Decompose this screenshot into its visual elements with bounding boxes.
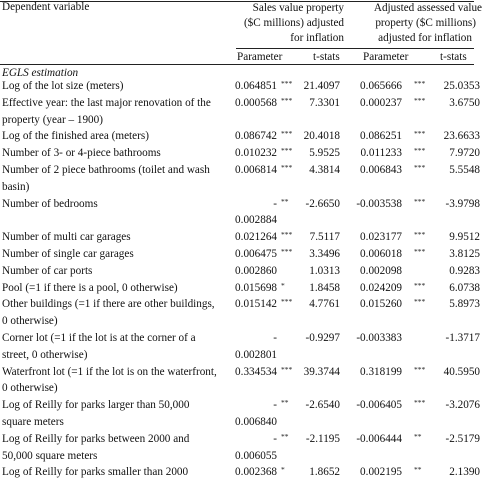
parameter-value-assessed: 0.015260: [360, 298, 402, 311]
parameter-value-assessed: 0.006018: [360, 248, 402, 260]
significance-stars: *: [281, 280, 285, 290]
row-label: Number of 2 piece bathrooms (toilet and wash: [2, 164, 210, 176]
row-label: Log of Reilly for parks smaller than 2000: [2, 466, 189, 479]
parameter-value-sales: 0.002860: [235, 264, 277, 277]
tstat-value-sales: 20.4018: [303, 130, 340, 143]
significance-stars: ***: [414, 247, 426, 256]
parameter-value-sales-cont: 0.002884: [235, 214, 277, 227]
tstat-value-assessed: 40.5950: [443, 365, 480, 378]
parameter-value-assessed: 0.023177: [360, 231, 402, 244]
tstat-value-assessed: -1.3717: [445, 332, 480, 344]
parameter-value-sales: -: [273, 197, 277, 210]
row-label: Log of the lot size (meters): [2, 80, 124, 92]
tstats-header-assessed: t-stats: [440, 51, 467, 63]
significance-stars: ***: [281, 129, 293, 139]
parameter-value-sales: 0.015142: [235, 298, 277, 311]
tstat-value-sales: 3.3496: [309, 248, 340, 260]
tstat-value-assessed: 6.0738: [449, 281, 480, 294]
row-label: Log of Reilly for parks larger than 50,000: [2, 399, 190, 412]
row-label: Effective year: the last major renovation of the: [2, 96, 211, 109]
sales-title-line2: ($C millions) adjusted: [243, 17, 344, 29]
tstat-value-assessed: 25.0353: [443, 80, 480, 92]
significance-stars: ***: [414, 79, 426, 88]
significance-stars: ***: [414, 129, 426, 139]
tstat-value-sales: 39.3744: [303, 365, 340, 378]
tstat-value-sales: 7.5117: [309, 231, 340, 244]
significance-stars: ***: [414, 196, 426, 206]
parameter-value-assessed: 0.011233: [360, 147, 402, 160]
dependent-variable-header: Dependent variable: [2, 1, 90, 13]
tstat-value-assessed: 7.9720: [449, 147, 480, 160]
tstat-value-assessed: 0.9283: [449, 264, 480, 277]
row-label: Waterfront lot (=1 if the lot is on the waterfront,: [2, 365, 217, 378]
tstat-value-assessed: 23.6633: [443, 130, 480, 143]
parameter-value-sales: 0.021264: [235, 231, 277, 244]
significance-stars: ***: [414, 364, 426, 374]
row-label: basin): [2, 180, 30, 193]
significance-stars: **: [281, 196, 289, 206]
tstat-value-sales: 5.9525: [309, 147, 340, 160]
significance-stars: ***: [281, 146, 293, 156]
parameter-value-assessed: 0.002195: [360, 466, 402, 479]
significance-stars: ***: [281, 79, 293, 88]
tstat-value-sales: 7.3301: [309, 96, 340, 109]
sales-title-line3: for inflation: [290, 32, 344, 44]
tstat-value-sales: -2.6540: [305, 399, 340, 412]
significance-stars: ***: [281, 247, 293, 256]
row-label: 0 otherwise): [2, 382, 58, 395]
row-label: Number of single car garages: [2, 248, 134, 260]
parameter-value-sales-cont: 0.006840: [235, 416, 277, 428]
significance-stars: ***: [414, 163, 426, 172]
parameter-value-sales: 0.010232: [235, 147, 277, 160]
row-label: Log of the finished area (meters): [2, 130, 149, 143]
tstat-value-sales: 1.8652: [309, 466, 340, 479]
row-label: 0 otherwise): [2, 315, 58, 328]
row-label: Number of 3- or 4-piece bathrooms: [2, 147, 161, 160]
parameter-value-assessed: 0.318199: [360, 365, 402, 378]
significance-stars: ***: [281, 163, 293, 172]
significance-stars: ***: [281, 95, 293, 105]
tstat-value-sales: 4.7761: [309, 298, 340, 311]
tstat-value-sales: 21.4097: [303, 80, 340, 92]
row-label: Number of bedrooms: [2, 197, 98, 210]
tstat-value-sales: -0.9297: [305, 332, 340, 344]
parameter-value-sales: 0.002368: [235, 466, 277, 479]
tstat-value-sales: 4.3814: [309, 164, 340, 176]
parameter-value-assessed: 0.086251: [360, 130, 402, 143]
parameter-value-assessed: -0.006444: [356, 432, 402, 445]
row-label: Number of car ports: [2, 264, 93, 277]
tstat-value-assessed: -3.2076: [445, 399, 480, 412]
row-label: square meters: [2, 416, 64, 428]
significance-stars: ***: [414, 280, 426, 290]
parameter-value-sales: -: [273, 332, 277, 344]
significance-stars: ***: [414, 146, 426, 156]
assessed-title-line2: property ($C millions): [375, 17, 476, 29]
parameter-header-assessed: Parameter: [363, 51, 409, 63]
tstat-value-assessed: 2.1390: [449, 466, 480, 479]
parameter-value-sales: 0.006475: [235, 248, 277, 260]
parameter-value-sales: 0.334534: [235, 365, 277, 378]
significance-stars: **: [281, 398, 289, 408]
tstat-value-assessed: -2.5179: [445, 432, 480, 445]
significance-stars: ***: [281, 230, 293, 240]
tstat-value-sales: 1.0313: [309, 264, 340, 277]
parameter-value-assessed: -0.003383: [356, 332, 402, 344]
parameter-value-sales: -: [273, 432, 277, 445]
row-label: Log of Reilly for parks between 2000 and: [2, 432, 190, 445]
tstat-value-sales: 1.8458: [309, 281, 340, 294]
tstat-value-sales: -2.6650: [305, 197, 340, 210]
tstat-value-assessed: 3.6750: [449, 96, 480, 109]
header-bottom-rule: [0, 64, 474, 65]
parameter-value-sales: -: [273, 399, 277, 412]
assessed-title-line1: Adjusted assessed value: [373, 2, 482, 14]
significance-stars: ***: [414, 297, 426, 307]
parameter-value-sales-cont: 0.006055: [235, 449, 277, 462]
tstat-value-assessed: 9.9512: [449, 231, 480, 244]
section-title: EGLS estimation: [2, 67, 79, 79]
parameter-value-sales: 0.015698: [235, 281, 277, 294]
sales-title-line1: Sales value property: [252, 2, 344, 14]
parameter-value-sales: 0.086742: [235, 130, 277, 143]
parameter-value-assessed: 0.006843: [360, 164, 402, 176]
parameter-value-assessed: 0.065666: [360, 80, 402, 92]
significance-stars: *: [281, 465, 285, 475]
row-label: Corner lot (=1 if the lot is at the corner of a: [2, 332, 196, 344]
parameter-value-sales: 0.006814: [235, 164, 277, 176]
assessed-title-line3: adjusted for inflation: [378, 32, 472, 44]
parameter-value-assessed: -0.006405: [356, 399, 402, 412]
row-label: Number of multi car garages: [2, 231, 131, 244]
tstats-header-sales: t-stats: [313, 51, 340, 63]
tstat-value-assessed: 5.8973: [449, 298, 480, 311]
header-mid-rule: [236, 48, 474, 49]
row-label: Pool (=1 if there is a pool, 0 otherwise): [2, 281, 178, 294]
parameter-value-sales: 0.064851: [235, 80, 277, 92]
parameter-value-assessed: -0.003538: [356, 197, 402, 210]
row-label: property (year – 1900): [2, 113, 103, 126]
row-label: 50,000 square meters: [2, 449, 98, 462]
significance-stars: ***: [414, 95, 426, 105]
parameter-header-sales: Parameter: [237, 51, 283, 63]
significance-stars: ***: [414, 398, 426, 408]
parameter-value-sales-cont: 0.002801: [235, 348, 277, 361]
tstat-value-assessed: -3.9798: [445, 197, 480, 210]
significance-stars: ***: [281, 364, 293, 374]
parameter-value-assessed: 0.002098: [360, 264, 402, 277]
significance-stars: **: [414, 465, 422, 475]
tstat-value-sales: -2.1195: [305, 432, 340, 445]
row-label: Other buildings (=1 if there are other buildings,: [2, 298, 215, 311]
row-label: street, 0 otherwise): [2, 348, 88, 361]
significance-stars: ***: [414, 230, 426, 240]
significance-stars: **: [281, 431, 289, 441]
tstat-value-assessed: 3.8125: [449, 248, 480, 260]
parameter-value-assessed: 0.024209: [360, 281, 402, 294]
parameter-value-sales: 0.000568: [235, 96, 277, 109]
significance-stars: ***: [281, 297, 293, 307]
parameter-value-assessed: 0.000237: [360, 96, 402, 109]
significance-stars: **: [414, 431, 422, 441]
tstat-value-assessed: 5.5548: [449, 164, 480, 176]
